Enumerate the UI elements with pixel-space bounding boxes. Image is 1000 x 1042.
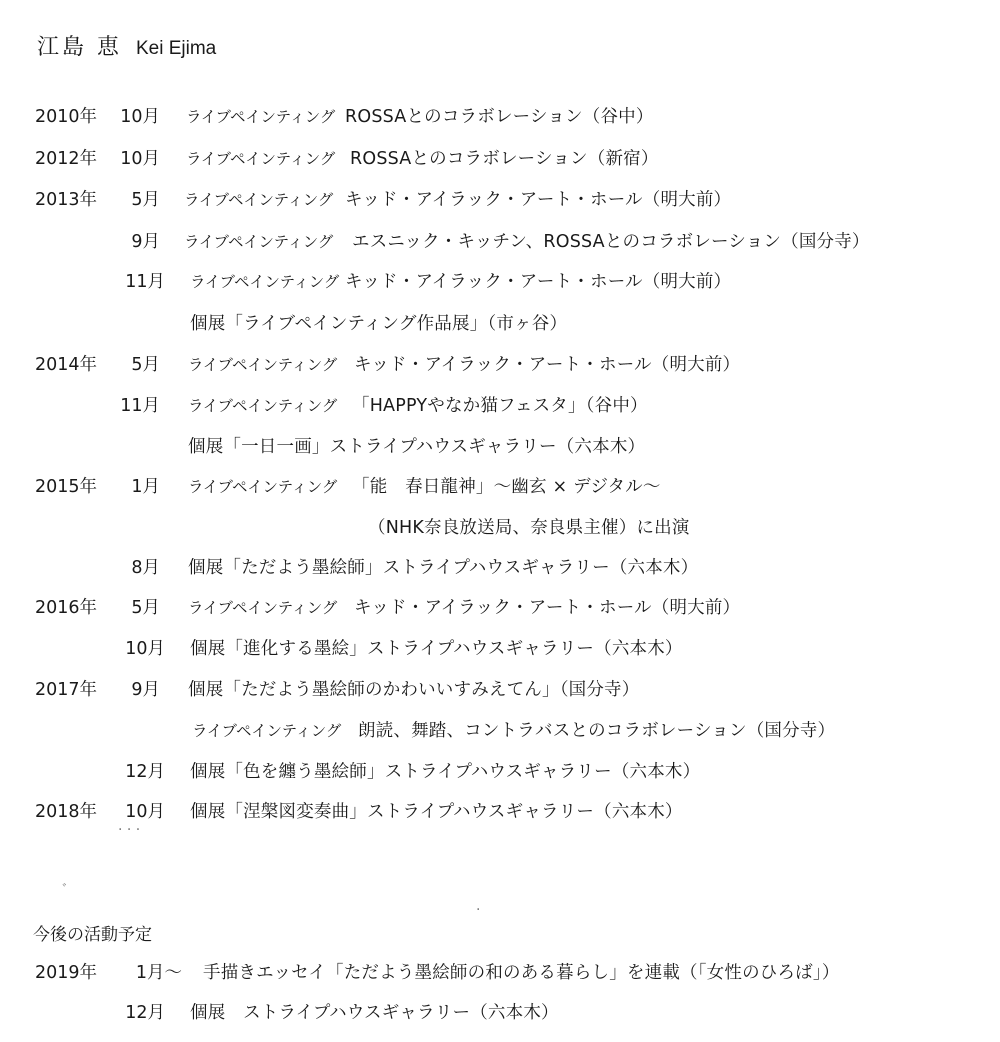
row-text: キッド・アイラック・アート・ホール（明大前）	[354, 598, 741, 618]
timeline-row	[0, 716, 1000, 746]
timeline-row	[0, 391, 1000, 421]
scan-speck: ·	[476, 902, 481, 918]
row-live-label: ライブペインティング	[188, 397, 337, 415]
row-month: 5月	[131, 355, 160, 375]
row-month: 10月	[125, 802, 165, 822]
row-text: 朗読、舞踏、コントラバスとのコラボレーション（国分寺）	[358, 721, 836, 741]
row-month: 10月	[120, 149, 160, 169]
row-month: 9月	[131, 680, 160, 700]
timeline-row	[0, 797, 1000, 827]
plan-month: 12月	[125, 1003, 165, 1023]
row-live-label: ライブペインティング	[188, 356, 337, 374]
row-text: エスニック・キッチン、ROSSAとのコラボレーション（国分寺）	[352, 232, 870, 252]
artist-name-ja: 江島 恵	[37, 35, 122, 60]
row-text: 「HAPPYやなか猫フェスタ」（谷中）	[352, 396, 648, 416]
row-text: 個展「涅槃図変奏曲」ストライプハウスギャラリー（六本木）	[190, 802, 683, 822]
row-live-label: ライブペインティング	[188, 599, 337, 617]
row-month: 1月	[131, 477, 160, 497]
row-year: 2018年	[35, 802, 98, 822]
row-live-label: ライブペインティング	[184, 191, 333, 209]
row-year: 2016年	[35, 598, 98, 618]
row-year: 2017年	[35, 680, 98, 700]
row-year: 2015年	[35, 477, 98, 497]
timeline-row	[0, 553, 1000, 583]
row-year: 2012年	[35, 149, 98, 169]
row-month: 11月	[120, 396, 160, 416]
row-live-label: ライブペインティング	[192, 722, 341, 740]
timeline-row	[0, 634, 1000, 664]
timeline-row	[0, 185, 1000, 215]
timeline-row	[0, 227, 1000, 257]
plan-text: 個展 ストライプハウスギャラリー（六本木）	[190, 1003, 559, 1023]
row-text: キッド・アイラック・アート・ホール（明大前）	[345, 190, 732, 210]
row-text: 「能 春日龍神」～幽玄 × デジタル～	[352, 477, 661, 497]
artist-header	[37, 30, 216, 61]
row-text: ROSSAとのコラボレーション（谷中）	[345, 107, 654, 127]
row-live-label: ライブペインティング	[186, 150, 335, 168]
row-text: （NHK奈良放送局、奈良県主催）に出演	[368, 518, 690, 538]
row-live-label: ライブペインティング	[184, 233, 333, 251]
row-month: 11月	[125, 272, 165, 292]
timeline-row	[0, 144, 1000, 174]
row-text: ROSSAとのコラボレーション（新宿）	[350, 149, 659, 169]
row-year: 2013年	[35, 190, 98, 210]
row-text: 個展「一日一画」ストライプハウスギャラリー（六本木）	[188, 437, 646, 457]
plan-year: 2019年	[35, 963, 98, 983]
timeline-row	[0, 102, 1000, 132]
timeline-row	[0, 593, 1000, 623]
artist-name-en: Kei Ejima	[136, 38, 217, 59]
plan-month: 1月～	[135, 963, 182, 983]
plan-row	[0, 958, 1000, 988]
row-text: キッド・アイラック・アート・ホール（明大前）	[354, 355, 741, 375]
row-month: 5月	[131, 598, 160, 618]
row-text: 個展「色を纏う墨絵師」ストライプハウスギャラリー（六本木）	[190, 762, 701, 782]
timeline-row	[0, 513, 1000, 543]
row-text: 個展「ただよう墨絵師」ストライプハウスギャラリー（六本木）	[188, 558, 699, 578]
timeline-row	[0, 472, 1000, 502]
row-month: 8月	[131, 558, 160, 578]
plan-text: 手描きエッセイ「ただよう墨絵師の和のある暮らし」を連載（「女性のひろば」）	[203, 963, 840, 983]
scan-speck: ﾞ	[62, 883, 69, 899]
row-text: 個展「ライブペインティング作品展」（市ヶ谷）	[190, 314, 568, 334]
row-month: 10月	[120, 107, 160, 127]
row-month: 5月	[131, 190, 160, 210]
plans-heading: 今後の活動予定	[33, 925, 152, 945]
row-live-label: ライブペインティング	[190, 273, 339, 291]
scan-speck: · · ·	[118, 822, 141, 838]
row-live-label: ライブペインティング	[186, 108, 335, 126]
row-month: 10月	[125, 639, 165, 659]
timeline-row	[0, 267, 1000, 297]
timeline-row	[0, 757, 1000, 787]
row-live-label: ライブペインティング	[188, 478, 337, 496]
timeline-row	[0, 309, 1000, 339]
row-year: 2014年	[35, 355, 98, 375]
timeline-row	[0, 350, 1000, 380]
row-text: 個展「進化する墨絵」ストライプハウスギャラリー（六本木）	[190, 639, 683, 659]
row-text: 個展「ただよう墨絵師のかわいいすみえてん」（国分寺）	[188, 680, 640, 700]
row-month: 12月	[125, 762, 165, 782]
plan-row	[0, 998, 1000, 1028]
row-text: キッド・アイラック・アート・ホール（明大前）	[345, 272, 732, 292]
row-year: 2010年	[35, 107, 98, 127]
row-month: 9月	[131, 232, 160, 252]
timeline-row	[0, 675, 1000, 705]
timeline-row	[0, 432, 1000, 462]
